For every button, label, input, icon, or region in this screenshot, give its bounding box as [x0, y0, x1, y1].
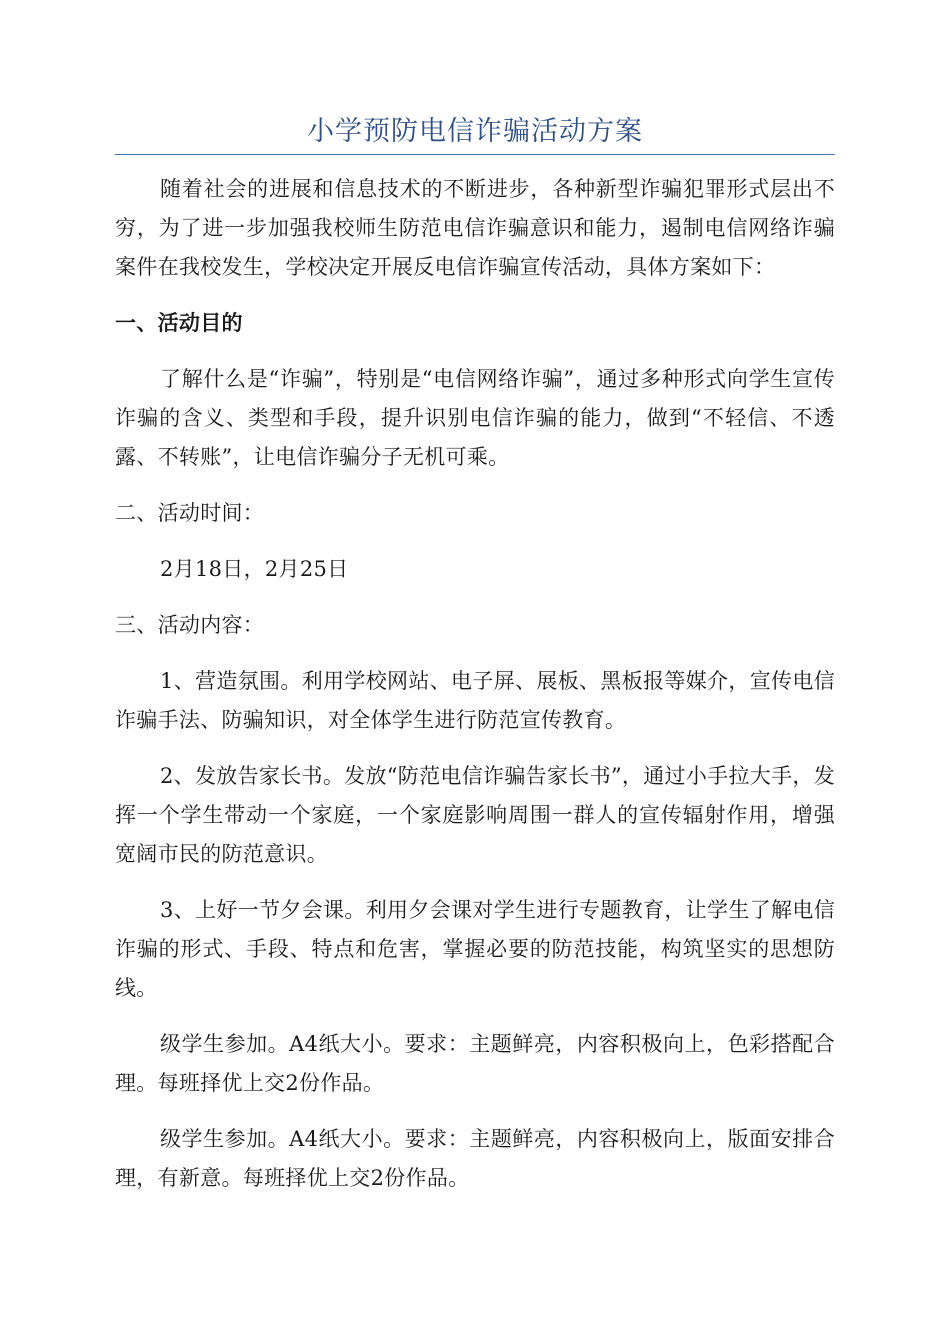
content-item-5: 级学生参加。A4纸大小。要求：主题鲜亮，内容积极向上，版面安排合理，有新意。每班择优上交2份作品。	[115, 1127, 835, 1190]
content-item-1: 1、营造氛围。利用学校网站、电子屏、展板、黑板报等媒介，宣传电信诈骗手法、防骗知识，对全体学生进行防范宣传教育。	[115, 669, 835, 732]
section-body-time: 2月18日，2月25日	[160, 557, 349, 581]
content-item-3: 3、上好一节夕会课。利用夕会课对学生进行专题教育，让学生了解电信诈骗的形式、手段、特点和危害，掌握必要的防范技能，构筑坚实的思想防线。	[115, 898, 835, 1000]
content-item-2: 2、发放告家长书。发放“防范电信诈骗告家长书”，通过小手拉大手，发挥一个学生带动一个家庭，一个家庭影响周围一群人的宣传辐射作用，增强宽阔市民的防范意识。	[115, 764, 835, 866]
section-body-purpose: 了解什么是“诈骗”，特别是“电信网络诈骗”，通过多种形式向学生宣传诈骗的含义、类型和手段，提升识别电信诈骗的能力，做到“不轻信、不透露、不转账”，让电信诈骗分子无机可乘。	[115, 367, 835, 469]
content-item-4: 级学生参加。A4纸大小。要求：主题鲜亮，内容积极向上，色彩搭配合理。每班择优上交2份作品。	[115, 1032, 835, 1095]
page-title: 小学预防电信诈骗活动方案	[307, 116, 643, 147]
document-body	[115, 170, 835, 1215]
intro-paragraph: 随着社会的进展和信息技术的不断进步，各种新型诈骗犯罪形式层出不穷，为了进一步加强我校师生防范电信诈骗意识和能力，遏制电信网络诈骗案件在我校发生，学校决定开展反电信诈骗宣传活动，具体方案如下：	[115, 177, 835, 279]
section-heading-time: 二、活动时间：	[115, 501, 265, 525]
section-heading-purpose: 一、活动目的	[115, 311, 243, 335]
section-heading-content: 三、活动内容：	[115, 613, 265, 637]
title-underline	[115, 154, 835, 155]
